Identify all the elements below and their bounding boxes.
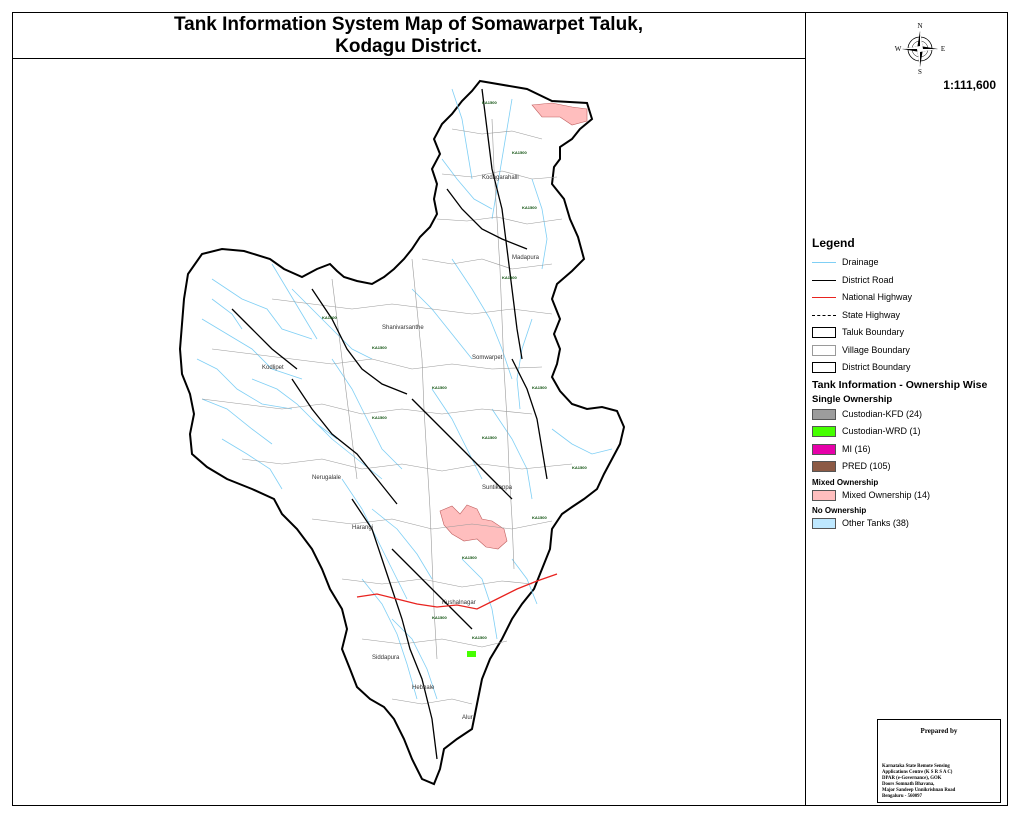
compass-rose-icon [894, 20, 946, 74]
place-label: Nerugalale [312, 475, 342, 481]
svg-text:KA1500: KA1500 [372, 345, 387, 350]
compass-w-label: W [894, 45, 902, 53]
place-label: Alur [462, 715, 473, 721]
place-label: Kodagarahalli [482, 175, 519, 181]
map-canvas[interactable] [12, 59, 806, 806]
compass-n-label: N [917, 22, 923, 30]
svg-text:KA1500: KA1500 [462, 555, 477, 560]
legend-item-kfd: Custodian-KFD (24) [812, 406, 1010, 424]
map-scale: 1:111,600 [943, 78, 996, 92]
compass-e-label: E [940, 45, 946, 53]
compass-s-label: S [918, 68, 922, 74]
single-ownership-heading: Single Ownership [812, 393, 893, 405]
legend-item-district-boundary: District Boundary [812, 359, 1010, 377]
place-label: Madapura [512, 255, 540, 261]
place-label: Kushalnagar [442, 600, 476, 606]
title-box [12, 12, 806, 59]
place-label: Somwarpet [472, 355, 503, 361]
legend-title: Legend [812, 236, 855, 250]
legend-item-wrd: Custodian-WRD (1) [812, 423, 1010, 441]
svg-text:KA1500: KA1500 [532, 385, 547, 390]
svg-text:KA1500: KA1500 [372, 415, 387, 420]
svg-text:KA1500: KA1500 [482, 100, 497, 105]
prepared-by-title: Prepared by [920, 727, 958, 735]
map-title-line-2: Kodagu District. [335, 36, 482, 57]
legend-item-district-road: District Road [812, 272, 1010, 290]
svg-text:KA1500: KA1500 [572, 465, 587, 470]
legend-item-mixed: Mixed Ownership (14) [812, 487, 1010, 505]
prepared-by-box [877, 719, 1001, 803]
svg-text:KA1500: KA1500 [322, 315, 337, 320]
place-label: Kodlipet [262, 365, 284, 371]
prepared-by-address: Karnataka State Remote Sensing Applications Centre (K S R S A C) DPAR (e-Governance), GOK Doors Somnath Bhavana, Major Sandeep Unnikrishnan Road Bengaluru - 560097 [882, 764, 956, 799]
svg-text:KA1500: KA1500 [532, 515, 547, 520]
svg-text:KA1500: KA1500 [472, 635, 487, 640]
map-title-line-1: Tank Information System Map of Somawarpet Taluk, [173, 14, 644, 35]
wrd-tank [467, 651, 476, 657]
svg-text:KA1500: KA1500 [522, 205, 537, 210]
legend-item-national-highway: National Highway [812, 289, 1010, 307]
svg-text:KA1500: KA1500 [432, 385, 447, 390]
legend-item-village-boundary: Village Boundary [812, 342, 1010, 360]
tank-ownership-heading: Tank Information - Ownership Wise [812, 378, 988, 391]
taluk-map [12, 59, 806, 806]
legend-item-other-tanks: Other Tanks (38) [812, 515, 1010, 533]
svg-text:KA1500: KA1500 [482, 435, 497, 440]
legend [812, 236, 1010, 533]
place-label: Shanivarsanthe [382, 325, 424, 331]
legend-item-pred: PRED (105) [812, 458, 1010, 476]
place-label: Suntikoppa [482, 485, 513, 491]
svg-text:KA1500: KA1500 [502, 275, 517, 280]
taluk-boundary [180, 81, 624, 784]
legend-item-taluk-boundary: Taluk Boundary [812, 324, 1010, 342]
place-label: Hebbale [412, 685, 435, 691]
place-label: Harangi [352, 525, 374, 531]
legend-item-drainage: Drainage [812, 254, 1010, 272]
svg-text:KA1500: KA1500 [432, 615, 447, 620]
no-ownership-heading: No Ownership [812, 506, 867, 515]
place-label: Siddapura [372, 655, 400, 661]
mixed-ownership-heading: Mixed Ownership [812, 477, 879, 487]
legend-item-mi: MI (16) [812, 441, 1010, 459]
legend-item-state-highway: State Highway [812, 307, 1010, 325]
svg-text:KA1500: KA1500 [512, 150, 527, 155]
